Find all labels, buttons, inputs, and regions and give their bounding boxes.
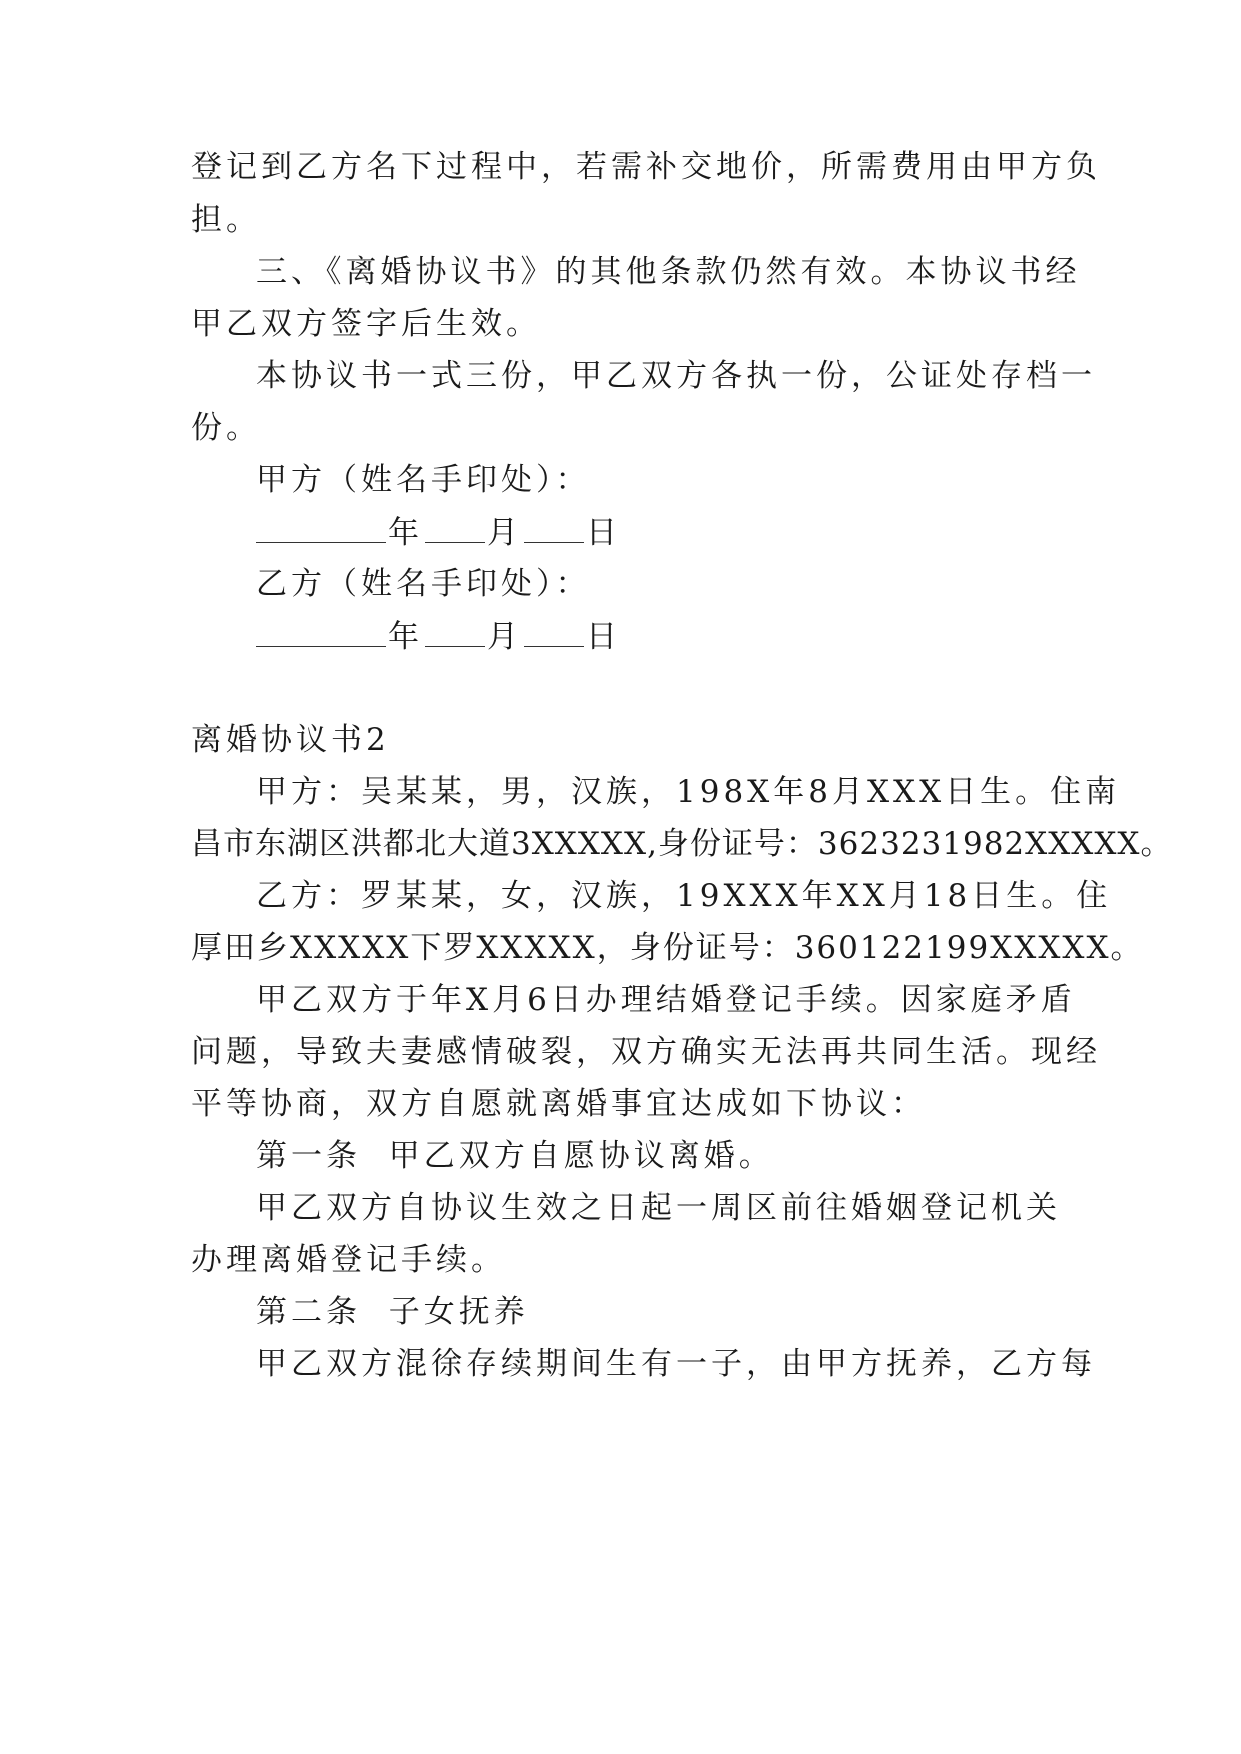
year-label: 年 <box>388 515 423 551</box>
paragraph-line: 甲乙双方于年X月6日办理结婚登记手续。因家庭矛盾 <box>256 982 1076 1018</box>
year-label: 年 <box>388 619 423 655</box>
day-label: 日 <box>586 515 621 551</box>
paragraph-line: 厚田乡XXXXX下罗XXXXX，身份证号：360122199XXXXX。 <box>191 930 1144 966</box>
article-heading: 第一条 甲乙双方自愿协议离婚。 <box>256 1138 774 1174</box>
month-blank <box>425 616 485 647</box>
paragraph-line: 问题，导致夫妻感情破裂，双方确实无法再共同生活。现经 <box>191 1034 1101 1070</box>
month-label: 月 <box>487 619 522 655</box>
day-blank <box>524 512 584 543</box>
day-label: 日 <box>586 619 621 655</box>
paragraph-line: 登记到乙方名下过程中，若需补交地价，所需费用由甲方负 <box>191 149 1101 185</box>
paragraph-line: 甲乙双方签字后生效。 <box>191 306 541 342</box>
month-label: 月 <box>487 515 522 551</box>
year-blank <box>256 616 386 647</box>
paragraph-line: 甲乙双方混徐存续期间生有一子，由甲方抚养，乙方每 <box>256 1346 1096 1382</box>
day-blank <box>524 616 584 647</box>
paragraph-line: 昌市东湖区洪都北大道3XXXXX,身份证号：3623231982XXXXX。 <box>191 826 1173 862</box>
date-line-a <box>256 512 1116 553</box>
paragraph-line: 乙方：罗某某，女，汉族，19XXX年XX月18日生。住 <box>256 878 1112 914</box>
paragraph-line: 平等协商，双方自愿就离婚事宜达成如下协议： <box>191 1086 926 1122</box>
paragraph-line: 三、《离婚协议书》的其他条款仍然有效。本协议书经 <box>256 254 1081 290</box>
paragraph-line: 甲方：吴某某，男，汉族，198X年8月XXX日生。住南 <box>256 774 1121 810</box>
paragraph-line: 办理离婚登记手续。 <box>191 1242 506 1278</box>
paragraph-line: 份。 <box>191 410 261 446</box>
year-blank <box>256 512 386 543</box>
paragraph-line: 担。 <box>191 202 261 238</box>
section-title: 离婚协议书2 <box>191 722 390 758</box>
paragraph-line: 甲乙双方自协议生效之日起一周区前往婚姻登记机关 <box>256 1190 1061 1226</box>
date-line-b <box>256 616 1116 657</box>
signature-party-a: 甲方（姓名手印处）： <box>256 462 591 498</box>
article-heading: 第二条 子女抚养 <box>256 1294 529 1330</box>
month-blank <box>425 512 485 543</box>
paragraph-line: 本协议书一式三份，甲乙双方各执一份，公证处存档一 <box>256 358 1096 394</box>
signature-party-b: 乙方（姓名手印处）： <box>256 566 591 602</box>
